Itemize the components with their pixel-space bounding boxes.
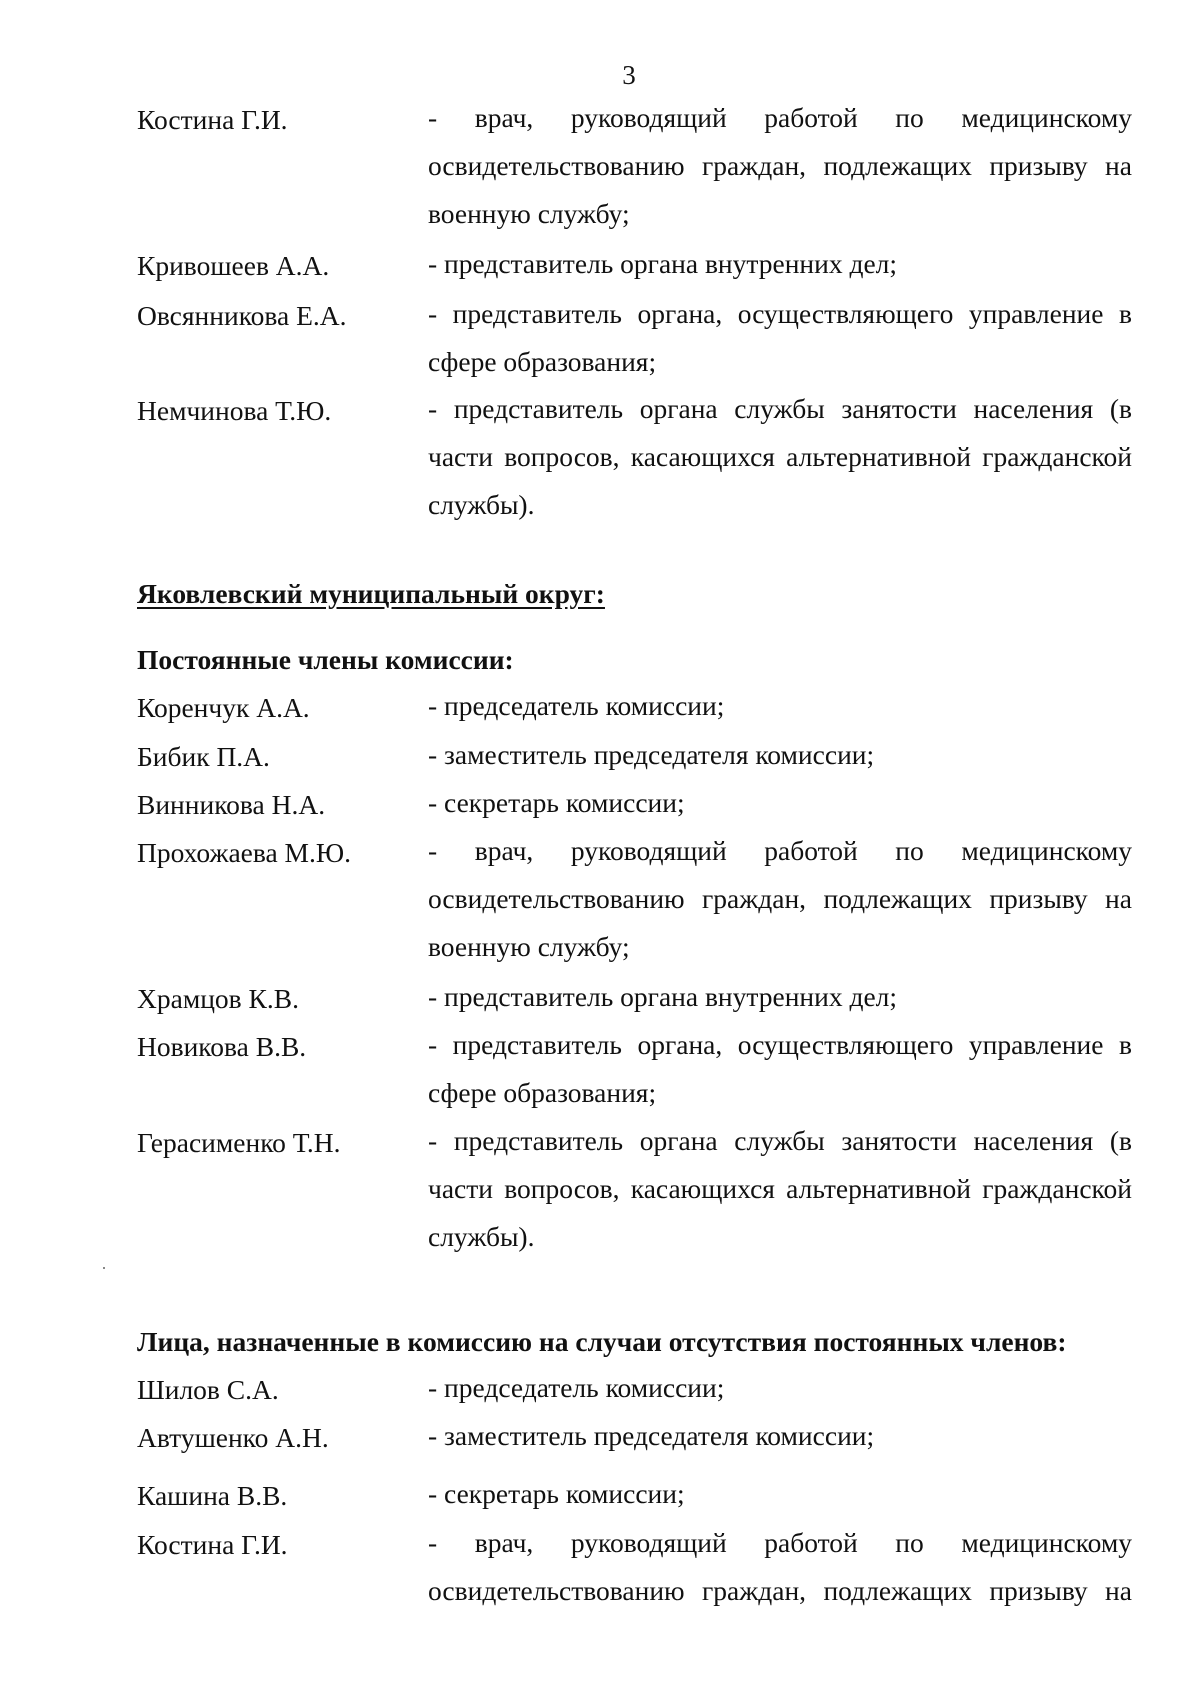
member-name: Немчинова Т.Ю.: [137, 395, 332, 426]
member-role: - представитель органа, осуществляющего управление в сфере образования;: [428, 298, 1132, 377]
member-role: - врач, руководящий работой по медицинскому освидетельствованию граждан, подлежащих призыву на военную службу;: [428, 102, 1132, 229]
member-name: Шилов С.А.: [137, 1374, 279, 1405]
member-role: - врач, руководящий работой по медицинскому освидетельствованию граждан, подлежащих призыву на: [428, 1527, 1132, 1606]
member-name: Костина Г.И.: [137, 104, 288, 135]
member-name: Прохожаева М.Ю.: [137, 837, 352, 868]
member-name: Овсянникова Е.А.: [137, 300, 347, 331]
member-role: - секретарь комиссии;: [428, 1478, 685, 1509]
member-name: Храмцов К.В.: [137, 983, 299, 1014]
scan-speck: [103, 1267, 105, 1269]
member-role: - председатель комиссии;: [428, 690, 725, 721]
member-name: Костина Г.И.: [137, 1529, 288, 1560]
member-role: - представитель органа службы занятости населения (в части вопросов, касающихся альтернативной гражданской службы).: [428, 393, 1132, 520]
member-role: - представитель органа внутренних дел;: [428, 248, 898, 279]
page-number: 3: [622, 60, 636, 90]
substitutes-heading: Лица, назначенные в комиссию на случаи отсутствия постоянных членов:: [137, 1326, 1067, 1357]
member-name: Кривошеев А.А.: [137, 250, 330, 281]
member-role: - представитель органа, осуществляющего управление в сфере образования;: [428, 1029, 1132, 1108]
member-name: Винникова Н.А.: [137, 789, 326, 820]
member-role: - представитель органа внутренних дел;: [428, 981, 898, 1012]
member-role: - заместитель председателя комиссии;: [428, 1420, 875, 1451]
permanent-members-heading: Постоянные члены комиссии:: [137, 644, 514, 675]
district-heading: Яковлевский муниципальный округ:: [137, 578, 605, 609]
member-name: Автушенко А.Н.: [137, 1422, 329, 1453]
member-name: Кашина В.В.: [137, 1480, 288, 1511]
member-role: - врач, руководящий работой по медицинскому освидетельствованию граждан, подлежащих призыву на военную службу;: [428, 835, 1132, 962]
member-role: - заместитель председателя комиссии;: [428, 739, 875, 770]
member-role: - представитель органа службы занятости населения (в части вопросов, касающихся альтернативной гражданской службы).: [428, 1125, 1132, 1252]
member-name: Бибик П.А.: [137, 741, 270, 772]
member-name: Герасименко Т.Н.: [137, 1127, 341, 1158]
member-role: - секретарь комиссии;: [428, 787, 685, 818]
member-name: Новикова В.В.: [137, 1031, 307, 1062]
member-name: Коренчук А.А.: [137, 692, 310, 723]
member-role: - председатель комиссии;: [428, 1372, 725, 1403]
